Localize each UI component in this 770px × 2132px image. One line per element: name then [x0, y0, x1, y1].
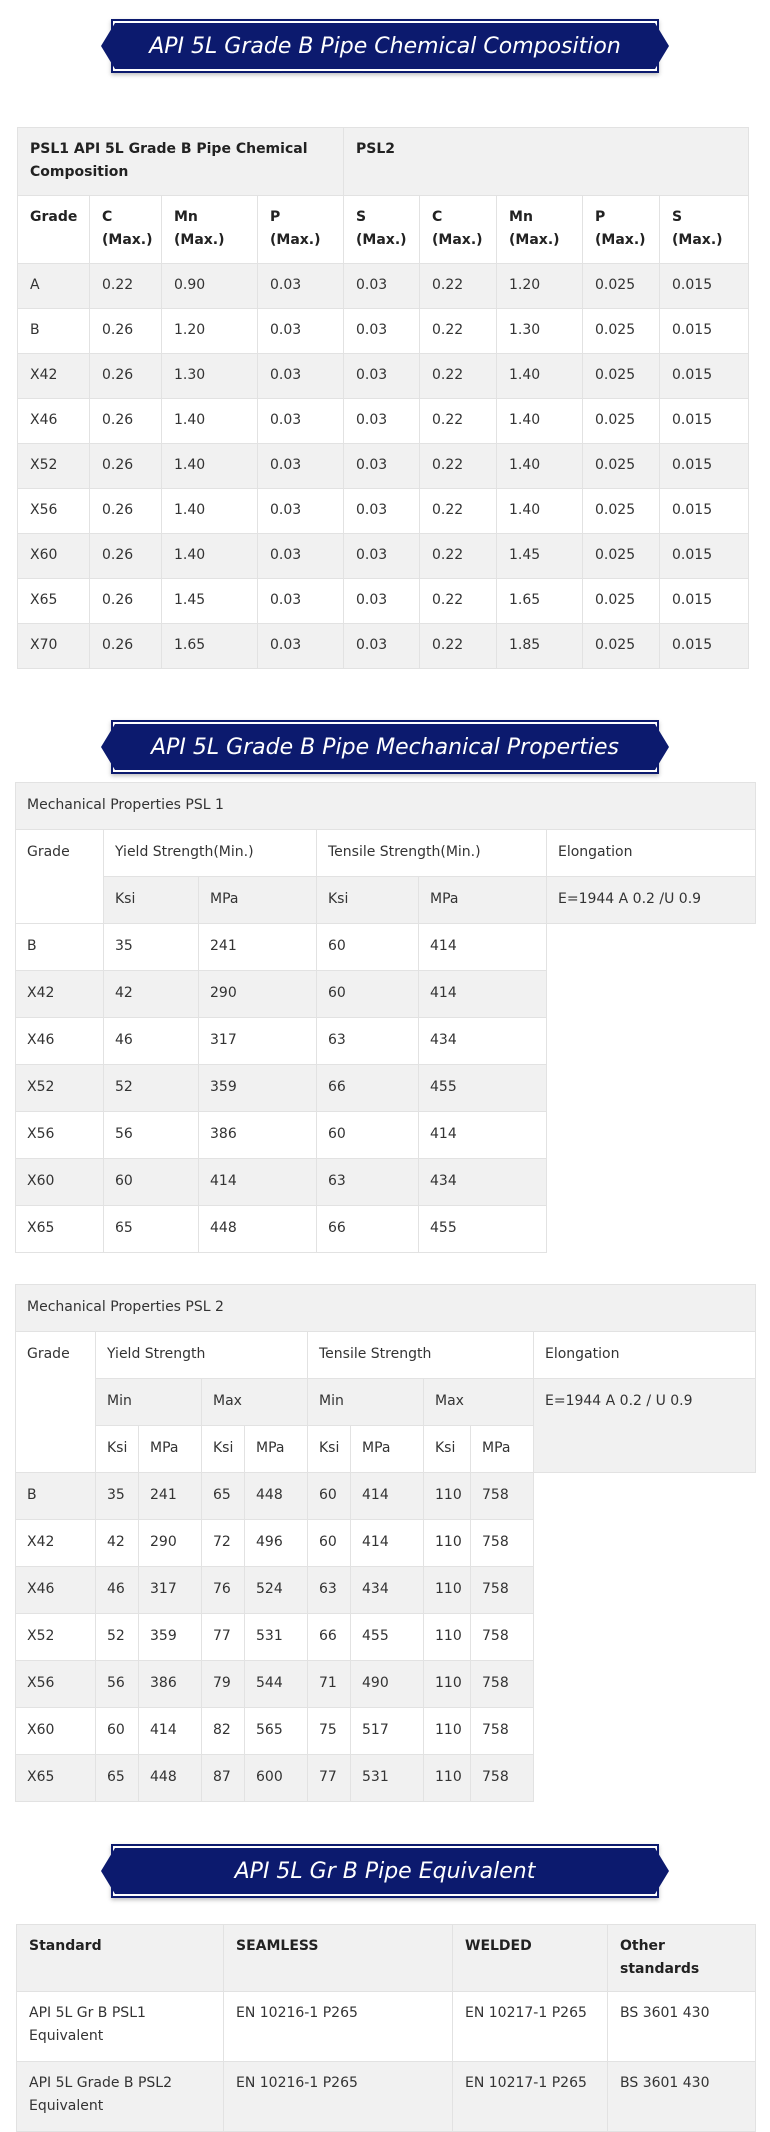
mech2-unit: MPa [471, 1426, 534, 1473]
table-cell: 448 [139, 1755, 202, 1802]
table-cell: 52 [96, 1614, 139, 1661]
table-cell: BS 3601 430 [608, 2062, 756, 2132]
table-cell: 448 [245, 1473, 308, 1520]
table-cell: 82 [202, 1708, 245, 1755]
table-cell: 317 [199, 1018, 317, 1065]
table-cell: 0.22 [420, 624, 497, 669]
table-cell: 0.22 [420, 309, 497, 354]
mech2-yield-min: Min [96, 1379, 202, 1426]
table-cell: 0.22 [90, 264, 162, 309]
table-cell: 290 [199, 971, 317, 1018]
table-row [16, 1065, 756, 1112]
table-cell: EN 10217-1 P265 [453, 2062, 608, 2132]
table-cell: API 5L Gr B PSL1 Equivalent [17, 1992, 224, 2062]
table-row [18, 624, 749, 669]
table-cell: API 5L Grade B PSL2 Equivalent [17, 2062, 224, 2132]
table-cell: 414 [351, 1473, 424, 1520]
table-cell: 56 [104, 1112, 199, 1159]
table-cell: 414 [199, 1159, 317, 1206]
table-cell: 1.40 [162, 534, 258, 579]
table-cell: 531 [351, 1755, 424, 1802]
table-cell: 0.22 [420, 399, 497, 444]
table-cell: X60 [16, 1708, 96, 1755]
table-cell: 758 [471, 1520, 534, 1567]
table-cell: 66 [308, 1614, 351, 1661]
chem-column-header: Mn (Max.) [497, 196, 583, 264]
table-cell: 110 [424, 1661, 471, 1708]
table-cell: 517 [351, 1708, 424, 1755]
table-cell: 65 [104, 1206, 199, 1253]
chem-banner-wrap [0, 23, 770, 69]
table-cell: 0.22 [420, 264, 497, 309]
chem-table-body [18, 264, 749, 669]
table-cell: 0.025 [583, 354, 660, 399]
table-cell: 758 [471, 1473, 534, 1520]
table-cell: 290 [139, 1520, 202, 1567]
equiv-header-row [17, 1925, 756, 1992]
table-cell: 0.03 [344, 264, 420, 309]
table-cell: A [18, 264, 90, 309]
table-cell: 77 [202, 1614, 245, 1661]
table-cell: 496 [245, 1520, 308, 1567]
table-row [18, 579, 749, 624]
table-cell: 544 [245, 1661, 308, 1708]
table-cell: 434 [419, 1159, 547, 1206]
mech-section-banner [115, 724, 655, 770]
table-cell: 1.85 [497, 624, 583, 669]
table-cell: 0.025 [583, 489, 660, 534]
table-cell: 434 [351, 1567, 424, 1614]
psl2-chem-title: PSL2 [344, 128, 749, 196]
chem-column-header: Mn (Max.) [162, 196, 258, 264]
table-cell: 66 [317, 1065, 419, 1112]
mech2-unit: MPa [245, 1426, 308, 1473]
table-cell: 0.025 [583, 444, 660, 489]
table-cell: 0.03 [344, 399, 420, 444]
table-cell: 1.40 [162, 444, 258, 489]
mech2-tensile-max: Max [424, 1379, 534, 1426]
table-cell: 1.30 [497, 309, 583, 354]
table-cell: 1.40 [162, 399, 258, 444]
mech2-elongation-value: E=1944 A 0.2 / U 0.9 [534, 1379, 756, 1473]
mech1-grade-header: Grade [16, 830, 104, 924]
mech1-yield-header: Yield Strength(Min.) [104, 830, 317, 877]
table-cell: 110 [424, 1708, 471, 1755]
table-cell: 490 [351, 1661, 424, 1708]
equiv-banner-wrap [0, 1848, 770, 1894]
table-row [16, 1755, 756, 1802]
table-cell: 414 [139, 1708, 202, 1755]
table-row [16, 1112, 756, 1159]
mech2-unit: Ksi [308, 1426, 351, 1473]
table-cell: EN 10217-1 P265 [453, 1992, 608, 2062]
mech2-unit: Ksi [96, 1426, 139, 1473]
table-cell: 359 [199, 1065, 317, 1112]
table-cell: 0.025 [583, 534, 660, 579]
table-cell: 0.26 [90, 579, 162, 624]
table-cell: 60 [308, 1520, 351, 1567]
table-row [18, 264, 749, 309]
table-cell: 65 [202, 1473, 245, 1520]
table-cell: B [18, 309, 90, 354]
table-cell: 0.015 [660, 534, 749, 579]
mech1-elongation-value: E=1944 A 0.2 /U 0.9 [547, 877, 756, 924]
table-cell: 758 [471, 1567, 534, 1614]
equivalent-table [16, 1924, 756, 2132]
table-cell: 1.30 [162, 354, 258, 399]
table-cell: 56 [96, 1661, 139, 1708]
psl1-chem-title: PSL1 API 5L Grade B Pipe Chemical Composition [18, 128, 344, 196]
table-row [18, 489, 749, 534]
table-cell: 60 [96, 1708, 139, 1755]
chem-section-banner [115, 23, 655, 69]
table-cell: X52 [18, 444, 90, 489]
table-cell: 0.03 [344, 534, 420, 579]
table-cell: 63 [317, 1018, 419, 1065]
table-cell: 0.26 [90, 444, 162, 489]
equiv-section-banner [115, 1848, 655, 1894]
table-cell: X56 [16, 1661, 96, 1708]
table-cell: X42 [18, 354, 90, 399]
mech2-yield-max: Max [202, 1379, 308, 1426]
table-cell: 0.015 [660, 624, 749, 669]
mech1-table-body [16, 924, 756, 1253]
table-cell: X65 [16, 1755, 96, 1802]
table-cell: X70 [18, 624, 90, 669]
table-cell: 110 [424, 1473, 471, 1520]
table-cell: X46 [16, 1567, 96, 1614]
mech1-yield-mpa: MPa [199, 877, 317, 924]
table-cell: 0.015 [660, 444, 749, 489]
table-cell: 0.03 [258, 534, 344, 579]
table-cell: X42 [16, 971, 104, 1018]
equiv-banner-title: API 5L Gr B Pipe Equivalent [234, 1858, 536, 1884]
table-cell: 110 [424, 1614, 471, 1661]
table-cell: 75 [308, 1708, 351, 1755]
table-cell: 758 [471, 1708, 534, 1755]
table-cell: 1.40 [497, 489, 583, 534]
table-row [18, 444, 749, 489]
table-cell: 758 [471, 1614, 534, 1661]
table-cell: 60 [317, 971, 419, 1018]
table-cell: 0.03 [258, 579, 344, 624]
table-cell: 1.20 [162, 309, 258, 354]
table-cell: 1.45 [162, 579, 258, 624]
mech2-table-body [16, 1473, 756, 1802]
table-cell: 42 [96, 1520, 139, 1567]
table-row [16, 1018, 756, 1065]
table-cell: 71 [308, 1661, 351, 1708]
table-cell: 35 [104, 924, 199, 971]
table-cell: 0.26 [90, 399, 162, 444]
table-row [18, 309, 749, 354]
table-cell: 317 [139, 1567, 202, 1614]
table-cell: X65 [16, 1206, 104, 1253]
table-cell: 0.025 [583, 309, 660, 354]
table-cell: 455 [419, 1065, 547, 1112]
table-cell: 0.025 [583, 399, 660, 444]
mech1-tensile-ksi: Ksi [317, 877, 419, 924]
mech-psl1-title: Mechanical Properties PSL 1 [16, 783, 756, 830]
table-row [16, 924, 756, 971]
table-cell: 359 [139, 1614, 202, 1661]
mech2-grade-header: Grade [16, 1332, 96, 1473]
table-cell: EN 10216-1 P265 [224, 1992, 453, 2062]
table-row [16, 1520, 756, 1567]
table-cell: 0.03 [258, 354, 344, 399]
table-cell: 110 [424, 1567, 471, 1614]
table-cell: 0.03 [344, 309, 420, 354]
table-cell: 0.26 [90, 354, 162, 399]
table-cell: 241 [139, 1473, 202, 1520]
table-cell: B [16, 924, 104, 971]
table-cell: 77 [308, 1755, 351, 1802]
table-cell: X60 [16, 1159, 104, 1206]
table-cell: 386 [139, 1661, 202, 1708]
mech1-tensile-header: Tensile Strength(Min.) [317, 830, 547, 877]
table-cell: 0.025 [583, 579, 660, 624]
table-cell: X56 [18, 489, 90, 534]
table-cell: 72 [202, 1520, 245, 1567]
table-cell: 1.65 [497, 579, 583, 624]
table-cell: 0.015 [660, 489, 749, 534]
mech1-yield-ksi: Ksi [104, 877, 199, 924]
table-cell: 758 [471, 1755, 534, 1802]
table-cell: 0.22 [420, 489, 497, 534]
equiv-column-header: WELDED [453, 1925, 608, 1992]
table-row [16, 971, 756, 1018]
table-row [16, 1206, 756, 1253]
chemical-composition-table [17, 127, 749, 669]
table-cell: 42 [104, 971, 199, 1018]
table-cell: 46 [104, 1018, 199, 1065]
mech-banner-wrap [0, 724, 770, 770]
table-cell: 0.03 [344, 624, 420, 669]
table-cell: BS 3601 430 [608, 1992, 756, 2062]
mech2-unit: Ksi [202, 1426, 245, 1473]
table-cell: 87 [202, 1755, 245, 1802]
chem-column-header: P (Max.) [258, 196, 344, 264]
mech2-elongation-header: Elongation [534, 1332, 756, 1379]
table-cell: 455 [419, 1206, 547, 1253]
table-cell: 414 [351, 1520, 424, 1567]
table-row [16, 1567, 756, 1614]
table-cell: 386 [199, 1112, 317, 1159]
table-cell: 0.015 [660, 579, 749, 624]
table-cell: 0.22 [420, 579, 497, 624]
mech2-unit: MPa [139, 1426, 202, 1473]
table-cell: 758 [471, 1661, 534, 1708]
equiv-table-body [17, 1992, 756, 2132]
table-cell: 76 [202, 1567, 245, 1614]
table-cell: 46 [96, 1567, 139, 1614]
chem-column-header: P (Max.) [583, 196, 660, 264]
mech1-tensile-mpa: MPa [419, 877, 547, 924]
table-row [16, 1473, 756, 1520]
table-cell: 565 [245, 1708, 308, 1755]
table-cell: 0.03 [258, 264, 344, 309]
table-cell: 0.015 [660, 309, 749, 354]
mech2-unit: MPa [351, 1426, 424, 1473]
table-cell: 0.015 [660, 354, 749, 399]
table-cell: 1.40 [497, 354, 583, 399]
table-cell: X52 [16, 1065, 104, 1112]
table-row [18, 354, 749, 399]
table-cell: 60 [317, 924, 419, 971]
chem-banner-title: API 5L Grade B Pipe Chemical Composition [149, 33, 621, 59]
chem-column-header: S (Max.) [344, 196, 420, 264]
mech-psl1-table [15, 782, 756, 1253]
mech-psl2-title: Mechanical Properties PSL 2 [16, 1285, 756, 1332]
table-cell: 79 [202, 1661, 245, 1708]
table-cell: 0.22 [420, 354, 497, 399]
table-cell: 0.26 [90, 534, 162, 579]
table-row [16, 1708, 756, 1755]
table-cell: X56 [16, 1112, 104, 1159]
table-cell: 0.26 [90, 624, 162, 669]
table-cell: 1.65 [162, 624, 258, 669]
table-cell: 0.025 [583, 264, 660, 309]
equiv-column-header: Other standards [608, 1925, 756, 1992]
table-row [17, 1992, 756, 2062]
table-cell: 0.025 [583, 624, 660, 669]
table-cell: EN 10216-1 P265 [224, 2062, 453, 2132]
table-cell: 110 [424, 1755, 471, 1802]
mech2-unit: Ksi [424, 1426, 471, 1473]
table-row [16, 1159, 756, 1206]
table-cell: 524 [245, 1567, 308, 1614]
table-cell: 0.22 [420, 534, 497, 579]
table-cell: 0.22 [420, 444, 497, 489]
table-cell: 434 [419, 1018, 547, 1065]
table-cell: 65 [96, 1755, 139, 1802]
table-cell: 0.015 [660, 399, 749, 444]
table-cell: 110 [424, 1520, 471, 1567]
table-cell: 0.03 [344, 489, 420, 534]
table-cell: 1.45 [497, 534, 583, 579]
table-cell: 0.03 [258, 399, 344, 444]
table-cell: 1.40 [497, 399, 583, 444]
table-cell: 52 [104, 1065, 199, 1112]
table-cell: 0.26 [90, 309, 162, 354]
table-cell: 1.40 [162, 489, 258, 534]
table-cell: X65 [18, 579, 90, 624]
table-cell: 63 [317, 1159, 419, 1206]
table-cell: 241 [199, 924, 317, 971]
table-cell: 414 [419, 971, 547, 1018]
table-cell: X46 [16, 1018, 104, 1065]
table-cell: 455 [351, 1614, 424, 1661]
table-cell: 60 [317, 1112, 419, 1159]
mech2-tensile-header: Tensile Strength [308, 1332, 534, 1379]
mech-psl2-table [15, 1284, 756, 1802]
mech1-elongation-header: Elongation [547, 830, 756, 877]
table-cell: 414 [419, 1112, 547, 1159]
table-cell: 0.03 [258, 309, 344, 354]
mech2-tensile-min: Min [308, 1379, 424, 1426]
table-cell: 35 [96, 1473, 139, 1520]
table-cell: 1.20 [497, 264, 583, 309]
chem-column-header: C (Max.) [420, 196, 497, 264]
table-row [16, 1614, 756, 1661]
mech-banner-title: API 5L Grade B Pipe Mechanical Properties [151, 734, 619, 760]
table-cell: 1.40 [497, 444, 583, 489]
table-cell: 0.015 [660, 264, 749, 309]
table-cell: X60 [18, 534, 90, 579]
table-row [17, 2062, 756, 2132]
table-cell: B [16, 1473, 96, 1520]
table-cell: 600 [245, 1755, 308, 1802]
table-cell: 448 [199, 1206, 317, 1253]
table-cell: 0.03 [344, 579, 420, 624]
table-cell: 414 [419, 924, 547, 971]
table-cell: X42 [16, 1520, 96, 1567]
table-cell: X46 [18, 399, 90, 444]
table-cell: 60 [104, 1159, 199, 1206]
table-cell: 60 [308, 1473, 351, 1520]
table-cell: 63 [308, 1567, 351, 1614]
chem-column-header: Grade [18, 196, 90, 264]
chem-column-header: S (Max.) [660, 196, 749, 264]
table-row [18, 534, 749, 579]
table-cell: X52 [16, 1614, 96, 1661]
chem-column-header: C (Max.) [90, 196, 162, 264]
table-cell: 0.03 [344, 354, 420, 399]
table-cell: 66 [317, 1206, 419, 1253]
table-row [16, 1661, 756, 1708]
table-cell: 0.03 [258, 444, 344, 489]
table-cell: 0.90 [162, 264, 258, 309]
table-cell: 531 [245, 1614, 308, 1661]
equiv-column-header: Standard [17, 1925, 224, 1992]
table-cell: 0.03 [258, 489, 344, 534]
mech2-yield-header: Yield Strength [96, 1332, 308, 1379]
table-cell: 0.03 [344, 444, 420, 489]
equiv-column-header: SEAMLESS [224, 1925, 453, 1992]
chem-header-row [18, 196, 749, 264]
table-cell: 0.03 [258, 624, 344, 669]
table-cell: 0.26 [90, 489, 162, 534]
table-row [18, 399, 749, 444]
